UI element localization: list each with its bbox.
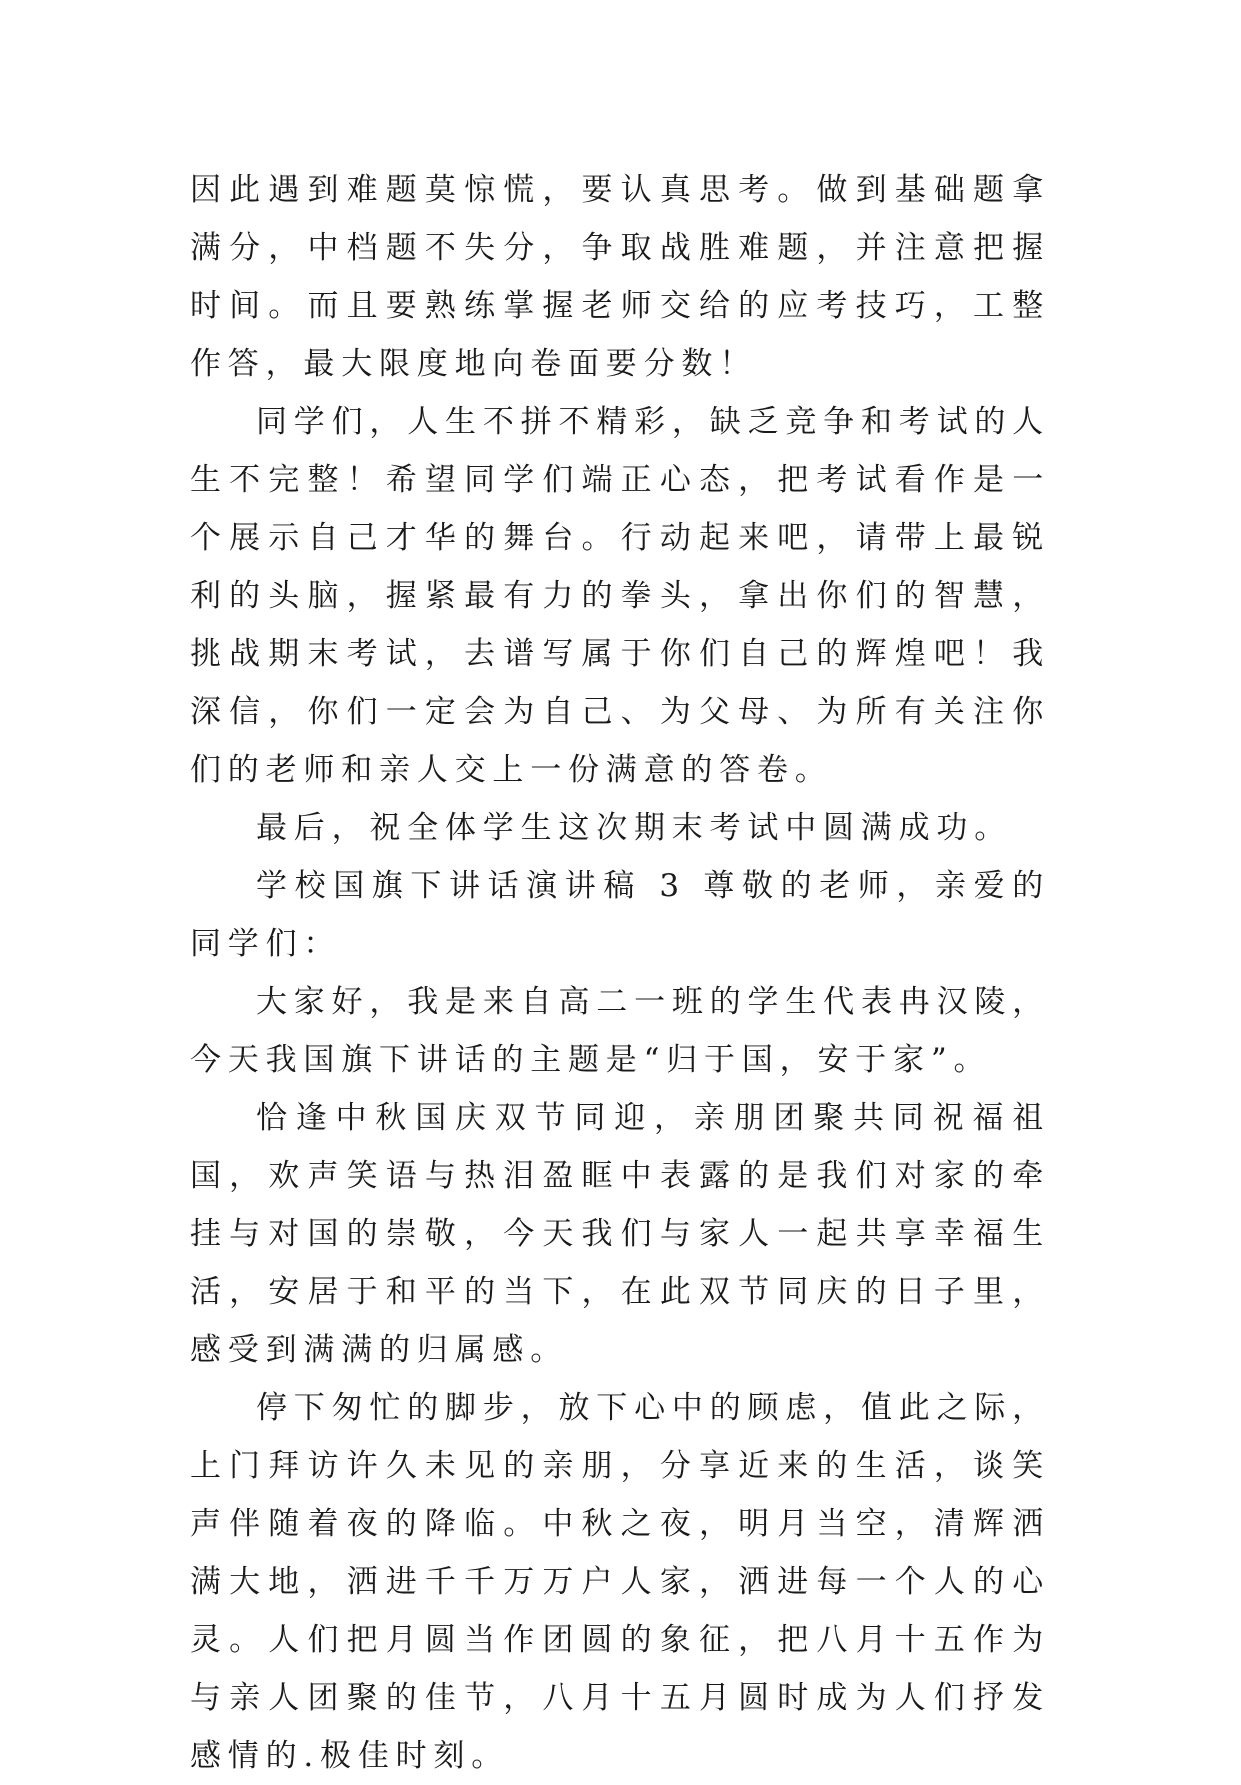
paragraph: 因此遇到难题莫惊慌，要认真思考。做到基础题拿满分，中档题不失分，争取战胜难题，并注意把握时间。而且要熟练掌握老师交给的应考技巧，工整作答，最大限度地向卷面要分数！ — [190, 172, 1050, 382]
document-body — [190, 161, 1050, 1785]
paragraph: 同学们，人生不拼不精彩，缺乏竞争和考试的人生不完整！希望同学们端正心态，把考试看作是一个展示自己才华的舞台。行动起来吧，请带上最锐利的头脑，握紧最有力的拳头，拿出你们的智慧，挑战期末考试，去谱写属于你们自己的辉煌吧！我深信，你们一定会为自己、为父母、为所有关注你们的老师和亲人交上一份满意的答卷。 — [190, 404, 1050, 788]
paragraph: 恰逢中秋国庆双节同迎，亲朋团聚共同祝福祖国，欢声笑语与热泪盈眶中表露的是我们对家的牵挂与对国的崇敬，今天我们与家人一起共享幸福生活，安居于和平的当下，在此双节同庆的日子里，感受到满满的归属感。 — [190, 1100, 1050, 1368]
paragraph: 停下匆忙的脚步，放下心中的顾虑，值此之际，上门拜访许久未见的亲朋，分享近来的生活，谈笑声伴随着夜的降临。中秋之夜，明月当空，清辉洒满大地，洒进千千万万户人家，洒进每一个人的心灵。人们把月圆当作团圆的象征，把八月十五作为与亲人团聚的佳节，八月十五月圆时成为人们抒发感情的.极佳时刻。 — [190, 1390, 1050, 1774]
paragraph: 最后，祝全体学生这次期末考试中圆满成功。 — [256, 810, 1012, 846]
paragraph: 学校国旗下讲话演讲稿 3 尊敬的老师，亲爱的同学们： — [190, 868, 1050, 962]
paragraph: 大家好，我是来自高二一班的学生代表冉汉陵，今天我国旗下讲话的主题是“归于国，安于家”。 — [190, 984, 1050, 1078]
